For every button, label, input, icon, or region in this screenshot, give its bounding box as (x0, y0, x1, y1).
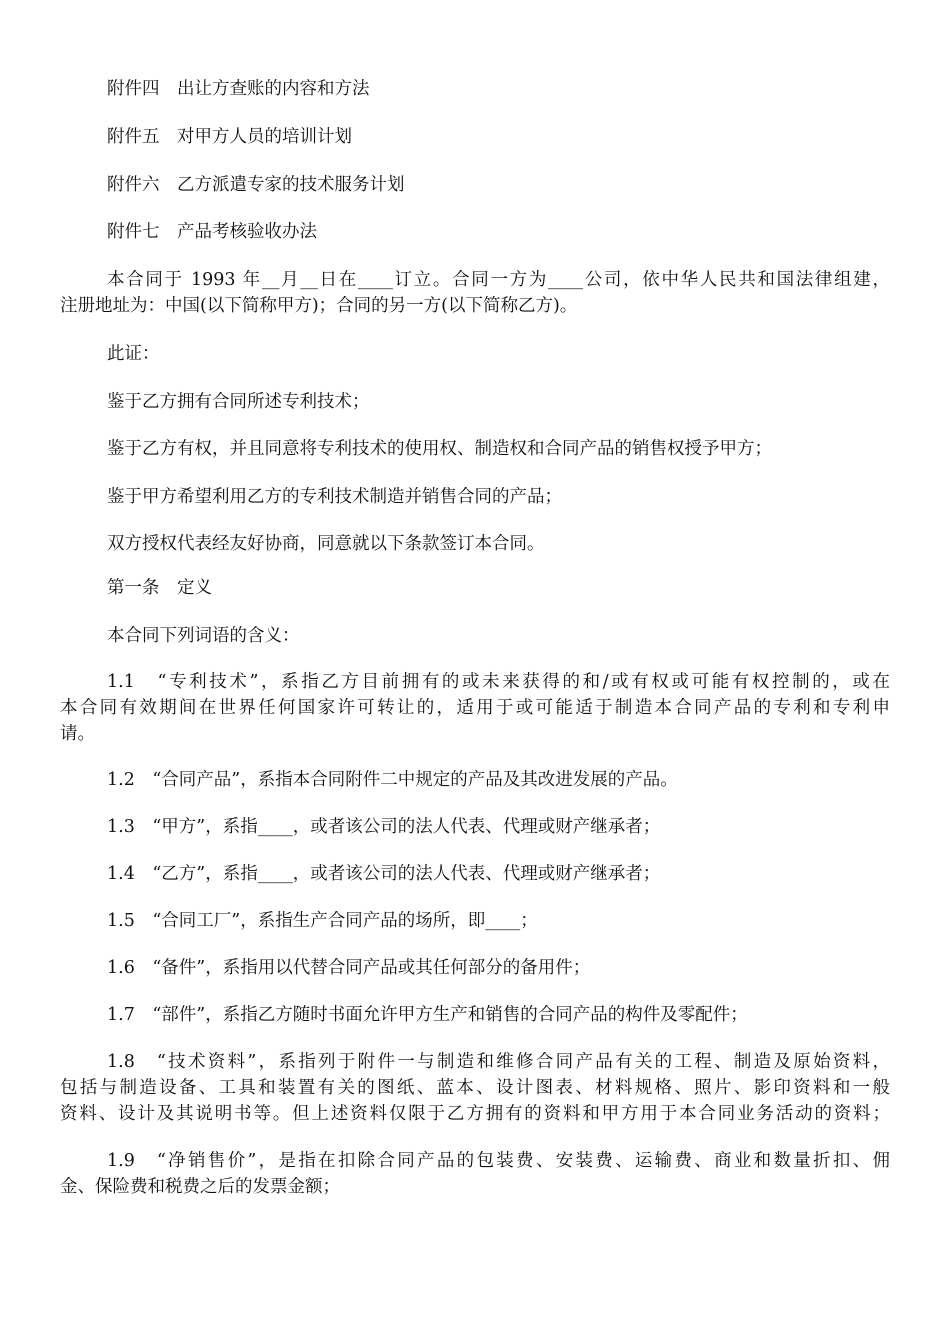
def-1-1-line-2: 本合同有效期间在世界任何国家许可转让的，适用于或可能适于制造本合同产品的专利和专利申 (60, 698, 890, 718)
annex-4-line: 附件四 出让方查账的内容和方法 (107, 79, 370, 99)
def-1-8-line-1: 1.8 “技术资料”，系指列于附件一与制造和维修合同产品有关的工程、制造及原始资料， (107, 1052, 890, 1072)
def-1-5: 1.5 “合同工厂”，系指生产合同产品的场所，即____； (107, 911, 538, 931)
annex-7-line: 附件七 产品考核验收办法 (107, 222, 317, 242)
def-1-3: 1.3 “甲方”，系指____，或者该公司的法人代表、代理或财产继承者； (107, 817, 661, 837)
whereas-2: 鉴于乙方有权，并且同意将专利技术的使用权、制造权和合同产品的销售权授予甲方； (107, 439, 772, 459)
definitions-intro: 本合同下列词语的含义： (107, 626, 300, 646)
def-1-9-line-2: 金、保险费和税费之后的发票金额； (60, 1177, 340, 1197)
def-1-8-line-3: 资料、设计及其说明书等。但上述资料仅限于乙方拥有的资料和甲方用于本合同业务活动的资料； (60, 1104, 890, 1124)
def-1-8-line-2: 包括与制造设备、工具和装置有关的图纸、蓝本、设计图表、材料规格、照片、影印资料和一般 (60, 1078, 890, 1098)
def-1-7: 1.7 “部件”，系指乙方随时书面允许甲方生产和销售的合同产品的构件及零配件； (107, 1005, 748, 1025)
def-1-2: 1.2 “合同产品”，系指本合同附件二中规定的产品及其改进发展的产品。 (107, 770, 678, 790)
agreement-line: 双方授权代表经友好协商，同意就以下条款签订本合同。 (107, 534, 545, 554)
def-1-4: 1.4 “乙方”，系指____，或者该公司的法人代表、代理或财产继承者； (107, 864, 661, 884)
witness-line: 此证： (107, 344, 160, 364)
whereas-1: 鉴于乙方拥有合同所述专利技术； (107, 392, 370, 412)
annex-6-line: 附件六 乙方派遣专家的技术服务计划 (107, 175, 405, 195)
def-1-1-line-1: 1.1 “专利技术”，系指乙方目前拥有的或未来获得的和/或有权或可能有权控制的，或在 (107, 672, 890, 692)
contract-intro-line-2: 注册地址为：中国(以下简称甲方)；合同的另一方(以下简称乙方)。 (60, 296, 578, 316)
def-1-1-line-3: 请。 (60, 724, 95, 744)
annex-5-line: 附件五 对甲方人员的培训计划 (107, 127, 352, 147)
def-1-6: 1.6 “备件”，系指用以代替合同产品或其任何部分的备用件； (107, 958, 591, 978)
article-1-heading: 第一条 定义 (107, 578, 212, 598)
def-1-9-line-1: 1.9 “净销售价”，是指在扣除合同产品的包装费、安装费、运输费、商业和数量折扣、佣 (107, 1151, 890, 1171)
whereas-3: 鉴于甲方希望利用乙方的专利技术制造并销售合同的产品； (107, 487, 562, 507)
contract-intro-line-1: 本合同于 1993 年__月__日在____订立。合同一方为____公司，依中华人民共和国法律组建， (107, 270, 890, 290)
